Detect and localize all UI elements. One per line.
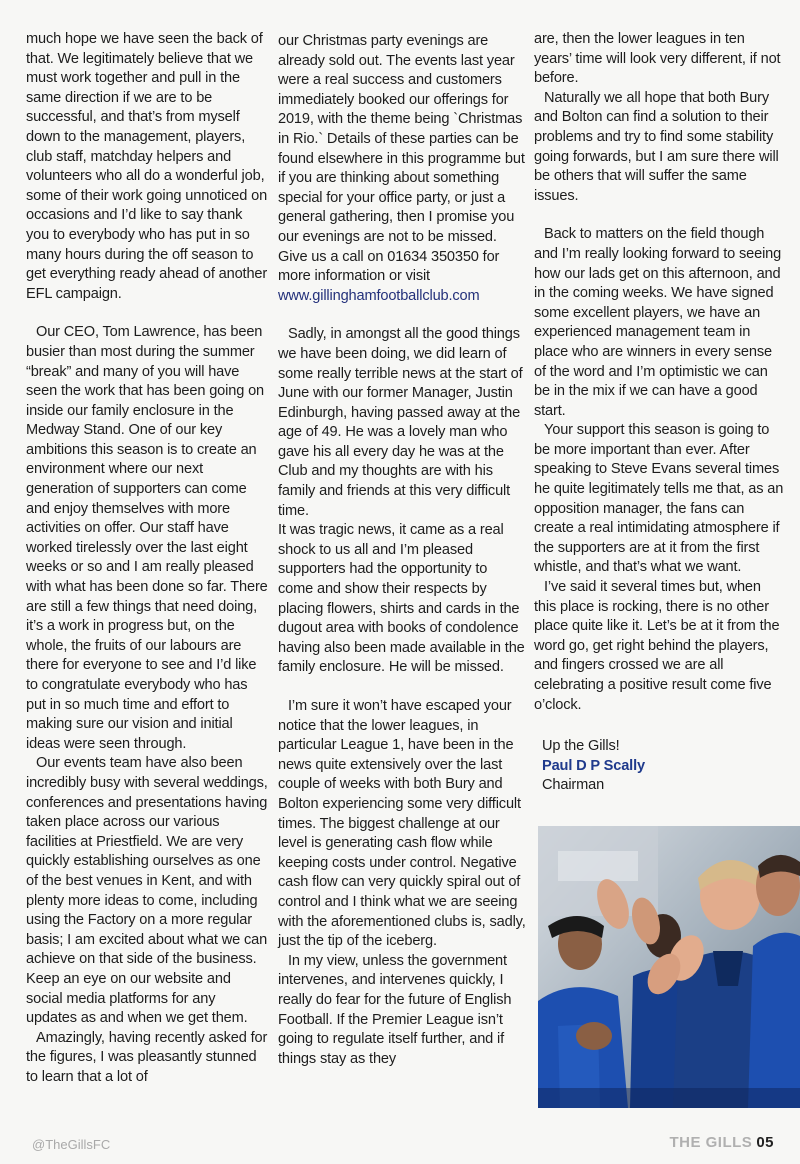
footer-page-label <box>669 1134 774 1151</box>
paragraph: Our CEO, Tom Lawrence, has been busier than most during the summer “break” and many of you will have seen the work that has been going on inside our family enclosure in the Medway Stand. One of our key ambitions this season is to create an environment where our next generation of supporters can come and enjoy themselves with more activities on offer. Our staff have worked tirelessly over the last eight weeks or so and I am really pleased with what has been done so far. There are still a few things that need doing, it’s a work in progress but, on the whole, the fruits of our labours are there for everyone to see and I’d like to congratulate everybody who has put in so much time and effort to making sure our vision and initial ideas were seen through. <box>26 324 268 752</box>
paragraph: Amazingly, having recently asked for the figures, I was pleasantly stunned to learn that a lot of <box>26 1029 268 1085</box>
page-number: 05 <box>756 1134 774 1151</box>
paragraph-text: our Christmas party evenings are already sold out. The events last year were a real success and customers immediately booked our offerings for 2019, with the theme being `Christmas in Rio.` Details of these parties can be found elsewhere in this programme but if you are thinking about something special for your office party, or just a general gathering, then I promise you our evenings are not to be missed. Give us a call on 01634 350350 for more information or visit <box>278 33 525 285</box>
paragraph: I’ve said it several times but, when this place is rocking, there is no other place quite like it. Let’s be at it from the word go, get right behind the players, and fingers crossed we are all celebrating a positive result come five o’clock. <box>534 579 780 713</box>
paragraph: much hope we have seen the back of that. We legitimately believe that we must work together and pull in the same direction if we are to be successful, and that’s from myself down to the management, players, club staff, matchday helpers and volunteers who all do a wonderful job, some of their work going unnoticed on occasions and I’d like to say thank you to everybody who has put in so many hours during the off season to get everything ready ahead of another EFL campaign. <box>26 31 268 302</box>
paragraph: Naturally we all hope that both Bury and Bolton can find a solution to their problems and try to find some stability going forwards, but I am sure there will be others that will suffer the same issues. <box>534 89 779 204</box>
signoff-greeting: Up the Gills! <box>542 738 620 755</box>
paragraph: Your support this season is going to be more important than ever. After speaking to Steve Evans several times he quite legitimately tells me that, as an opposition manager, the fans can create a real intimidating atmosphere if the supporters are at it from the first whistle, and that’s what we want. <box>534 422 784 576</box>
paragraph <box>278 32 526 306</box>
paragraph: It was tragic news, it came as a real shock to us all and I’m pleased supporters had the opportunity to come and show their respects by placing flowers, shirts and cards in the dugout area with books of condolence having also been made available in the family enclosure. He will be missed. <box>278 522 525 676</box>
paragraph: Sadly, in amongst all the good things we have been doing, we did learn of some really terrible news at the start of June with our former Manager, Justin Edinburgh, having passed away at the age of 49. He was a lovely man who gave his all every day he was at the Club and my thoughts are with his family and friends at this very difficult time. <box>278 326 523 519</box>
paragraph: Our events team have also been incredibly busy with several weddings, conferences and presentations having taken place across our various facilities at Priestfield. We are very quickly establishing ourselves as one of the best venues in Kent, and with plenty more ideas to come, including using the Factory on a more regular basis; I am excited about what we can achieve on that side of the business. Keep an eye on our website and social media platforms for any updates as and when we get them. <box>26 755 268 1027</box>
paragraph: are, then the lower leagues in ten years’ time will look very different, if not before. <box>534 31 781 87</box>
paragraph: I’m sure it won’t have escaped your notice that the lower leagues, in particular League 1, have been in the news quite extensively over the last couple of weeks with both Bury and Bolton experiencing some very difficult times. The biggest challenge at our level is generating cash flow while keeping costs under control. Negative cash flow can very quickly spiral out of control and I think what we are seeing with the aforementioned clubs is, sadly, just the tip of the iceberg. <box>278 698 526 950</box>
twitter-handle: @TheGillsFC <box>32 1137 111 1152</box>
article-column-2 <box>278 32 526 1069</box>
paragraph: In my view, unless the government intervenes, and intervenes quickly, I really do fear for the future of English Football. If the Premier League isn’t going to regulate itself further, and if things stay as they <box>278 952 512 1067</box>
article-column-3 <box>534 30 784 796</box>
signoff-name: Paul D P Scally <box>542 757 645 774</box>
paragraph: Back to matters on the field though and I’m really looking forward to seeing how our lads get on this afternoon, and in the coming weeks. We have signed some excellent players, we have an experienced management team in place who are winners in every sense of the word and I’m optimistic we can be in the mix if we can have a good start. <box>534 226 782 419</box>
team-applauding-photo <box>538 826 800 1108</box>
publication-name: THE GILLS <box>669 1134 753 1151</box>
signoff <box>534 737 784 796</box>
club-website-link[interactable]: www.gillinghamfootballclub.com <box>278 287 480 304</box>
signoff-role: Chairman <box>542 777 605 794</box>
article-column-1 <box>26 30 268 1087</box>
